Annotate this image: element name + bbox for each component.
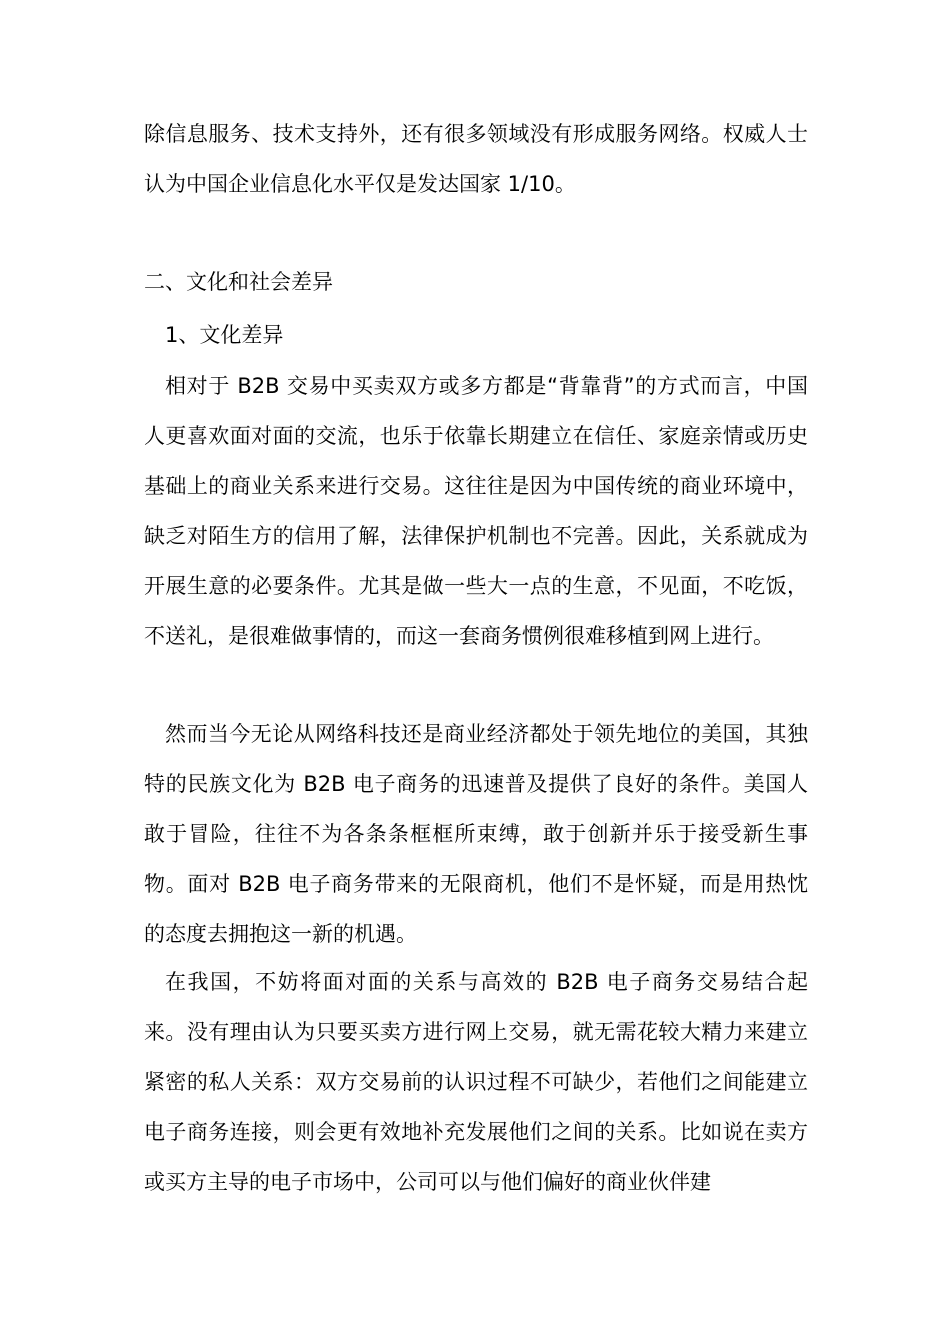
subsection-heading: 1、文化差异 — [165, 323, 284, 347]
paragraph-intro: 除信息服务、技术支持外，还有很多领域没有形成服务网络。权威人士认为中国企业信息化水平仅是发达国家 1/10。 — [144, 122, 808, 196]
paragraph-culture-china: 相对于 B2B 交易中买卖双方或多方都是“背靠背”的方式而言，中国人更喜欢面对面的交流，也乐于依靠长期建立在信任、家庭亲情或历史基础上的商业关系来进行交易。这往往是因为中国传统的商业环境中，缺乏对陌生方的信用了解，法律保护机制也不完善。因此，关系就成为开展生意的必要条件。尤其是做一些大一点的生意，不见面，不吃饭，不送礼，是很难做事情的，而这一套商务惯例很难移植到网上进行。 — [144, 374, 808, 648]
paragraph-combination: 在我国，不妨将面对面的关系与高效的 B2B 电子商务交易结合起来。没有理由认为只要买卖方进行网上交易，就无需花较大精力来建立紧密的私人关系：双方交易前的认识过程不可缺少，若他们之间能建立电子商务连接，则会更有效地补充发展他们之间的关系。比如说在卖方或买方主导的电子市场中，公司可以与他们偏好的商业伙伴建 — [144, 970, 808, 1194]
section-heading: 二、文化和社会差异 — [144, 270, 333, 294]
paragraph-culture-usa: 然而当今无论从网络科技还是商业经济都处于领先地位的美国，其独特的民族文化为 B2B 电子商务的迅速普及提供了良好的条件。美国人敢于冒险，往往不为各条条框框所束缚，敢于创新并乐于接受新生事物。面对 B2B 电子商务带来的无限商机，他们不是怀疑，而是用热忱的态度去拥抱这一新的机遇。 — [144, 722, 808, 946]
